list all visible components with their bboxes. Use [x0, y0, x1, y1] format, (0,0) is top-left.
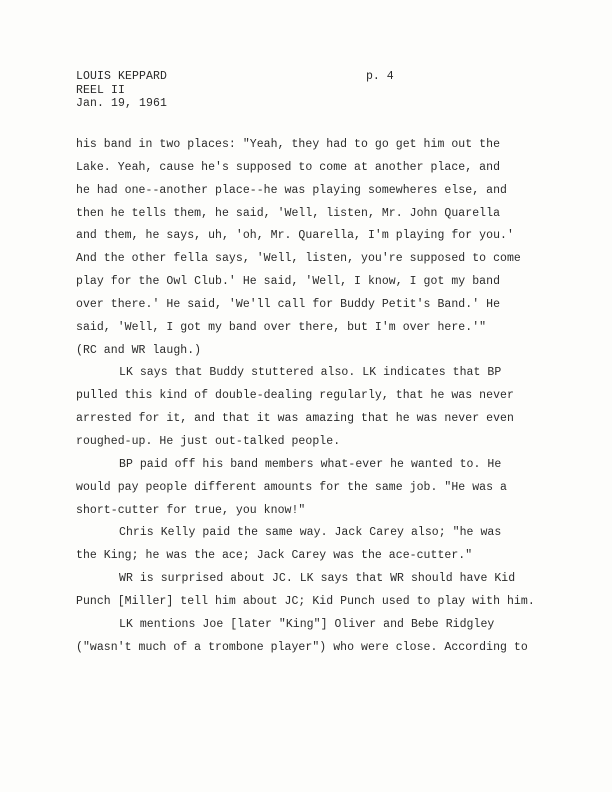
transcript-line: (RC and WR laugh.)	[76, 343, 202, 357]
transcript-line: would pay people different amounts for the same job. "He was a	[76, 480, 507, 494]
transcript-body	[76, 134, 546, 659]
transcript-line: the King; he was the ace; Jack Carey was the ace-cutter."	[76, 549, 473, 563]
interviewee-name: LOUIS KEPPARD	[76, 70, 168, 83]
page-number: p. 4	[366, 70, 394, 83]
transcript-line: and them, he says, uh, 'oh, Mr. Quarella, I'm playing for you.'	[76, 229, 514, 243]
transcript-line: WR is surprised about JC. LK says that WR should have Kid	[119, 572, 516, 586]
transcript-line: then he tells them, he said, 'Well, listen, Mr. John Quarella	[76, 206, 501, 220]
transcript-line: short-cutter for true, you know!"	[76, 503, 306, 517]
transcript-line: play for the Owl Club.' He said, 'Well, I know, I got my band	[76, 275, 501, 289]
transcript-line: roughed-up. He just out-talked people.	[76, 434, 341, 448]
transcript-line: over there.' He said, 'We'll call for Buddy Petit's Band.' He	[76, 297, 501, 311]
transcript-line: And the other fella says, 'Well, listen, you're supposed to come	[76, 252, 521, 266]
interview-date: Jan. 19, 1961	[76, 97, 168, 110]
page-header	[76, 70, 167, 111]
transcript-line: ("wasn't much of a trombone player") who were close. According to	[76, 640, 528, 654]
reel-label: REEL II	[76, 83, 126, 97]
transcript-line: Punch [Miller] tell him about JC; Kid Punch used to play with him.	[76, 594, 535, 608]
transcript-line: Chris Kelly paid the same way. Jack Carey also; "he was	[119, 526, 502, 540]
transcript-line: said, 'Well, I got my band over there, but I'm over here.'"	[76, 320, 487, 334]
transcript-line: pulled this kind of double-dealing regularly, that he was never	[76, 389, 514, 403]
transcript-line: LK says that Buddy stuttered also. LK indicates that BP	[119, 366, 502, 380]
transcript-line: LK mentions Joe [later "King"] Oliver and Bebe Ridgley	[119, 617, 495, 631]
transcript-line: Lake. Yeah, cause he's supposed to come at another place, and	[76, 160, 501, 174]
transcript-line: BP paid off his band members what-ever he wanted to. He	[119, 457, 502, 471]
transcript-line: arrested for it, and that it was amazing that he was never even	[76, 412, 514, 426]
transcript-line: his band in two places: "Yeah, they had to go get him out the	[76, 138, 501, 151]
transcript-line: he had one--another place--he was playing somewheres else, and	[76, 183, 507, 197]
